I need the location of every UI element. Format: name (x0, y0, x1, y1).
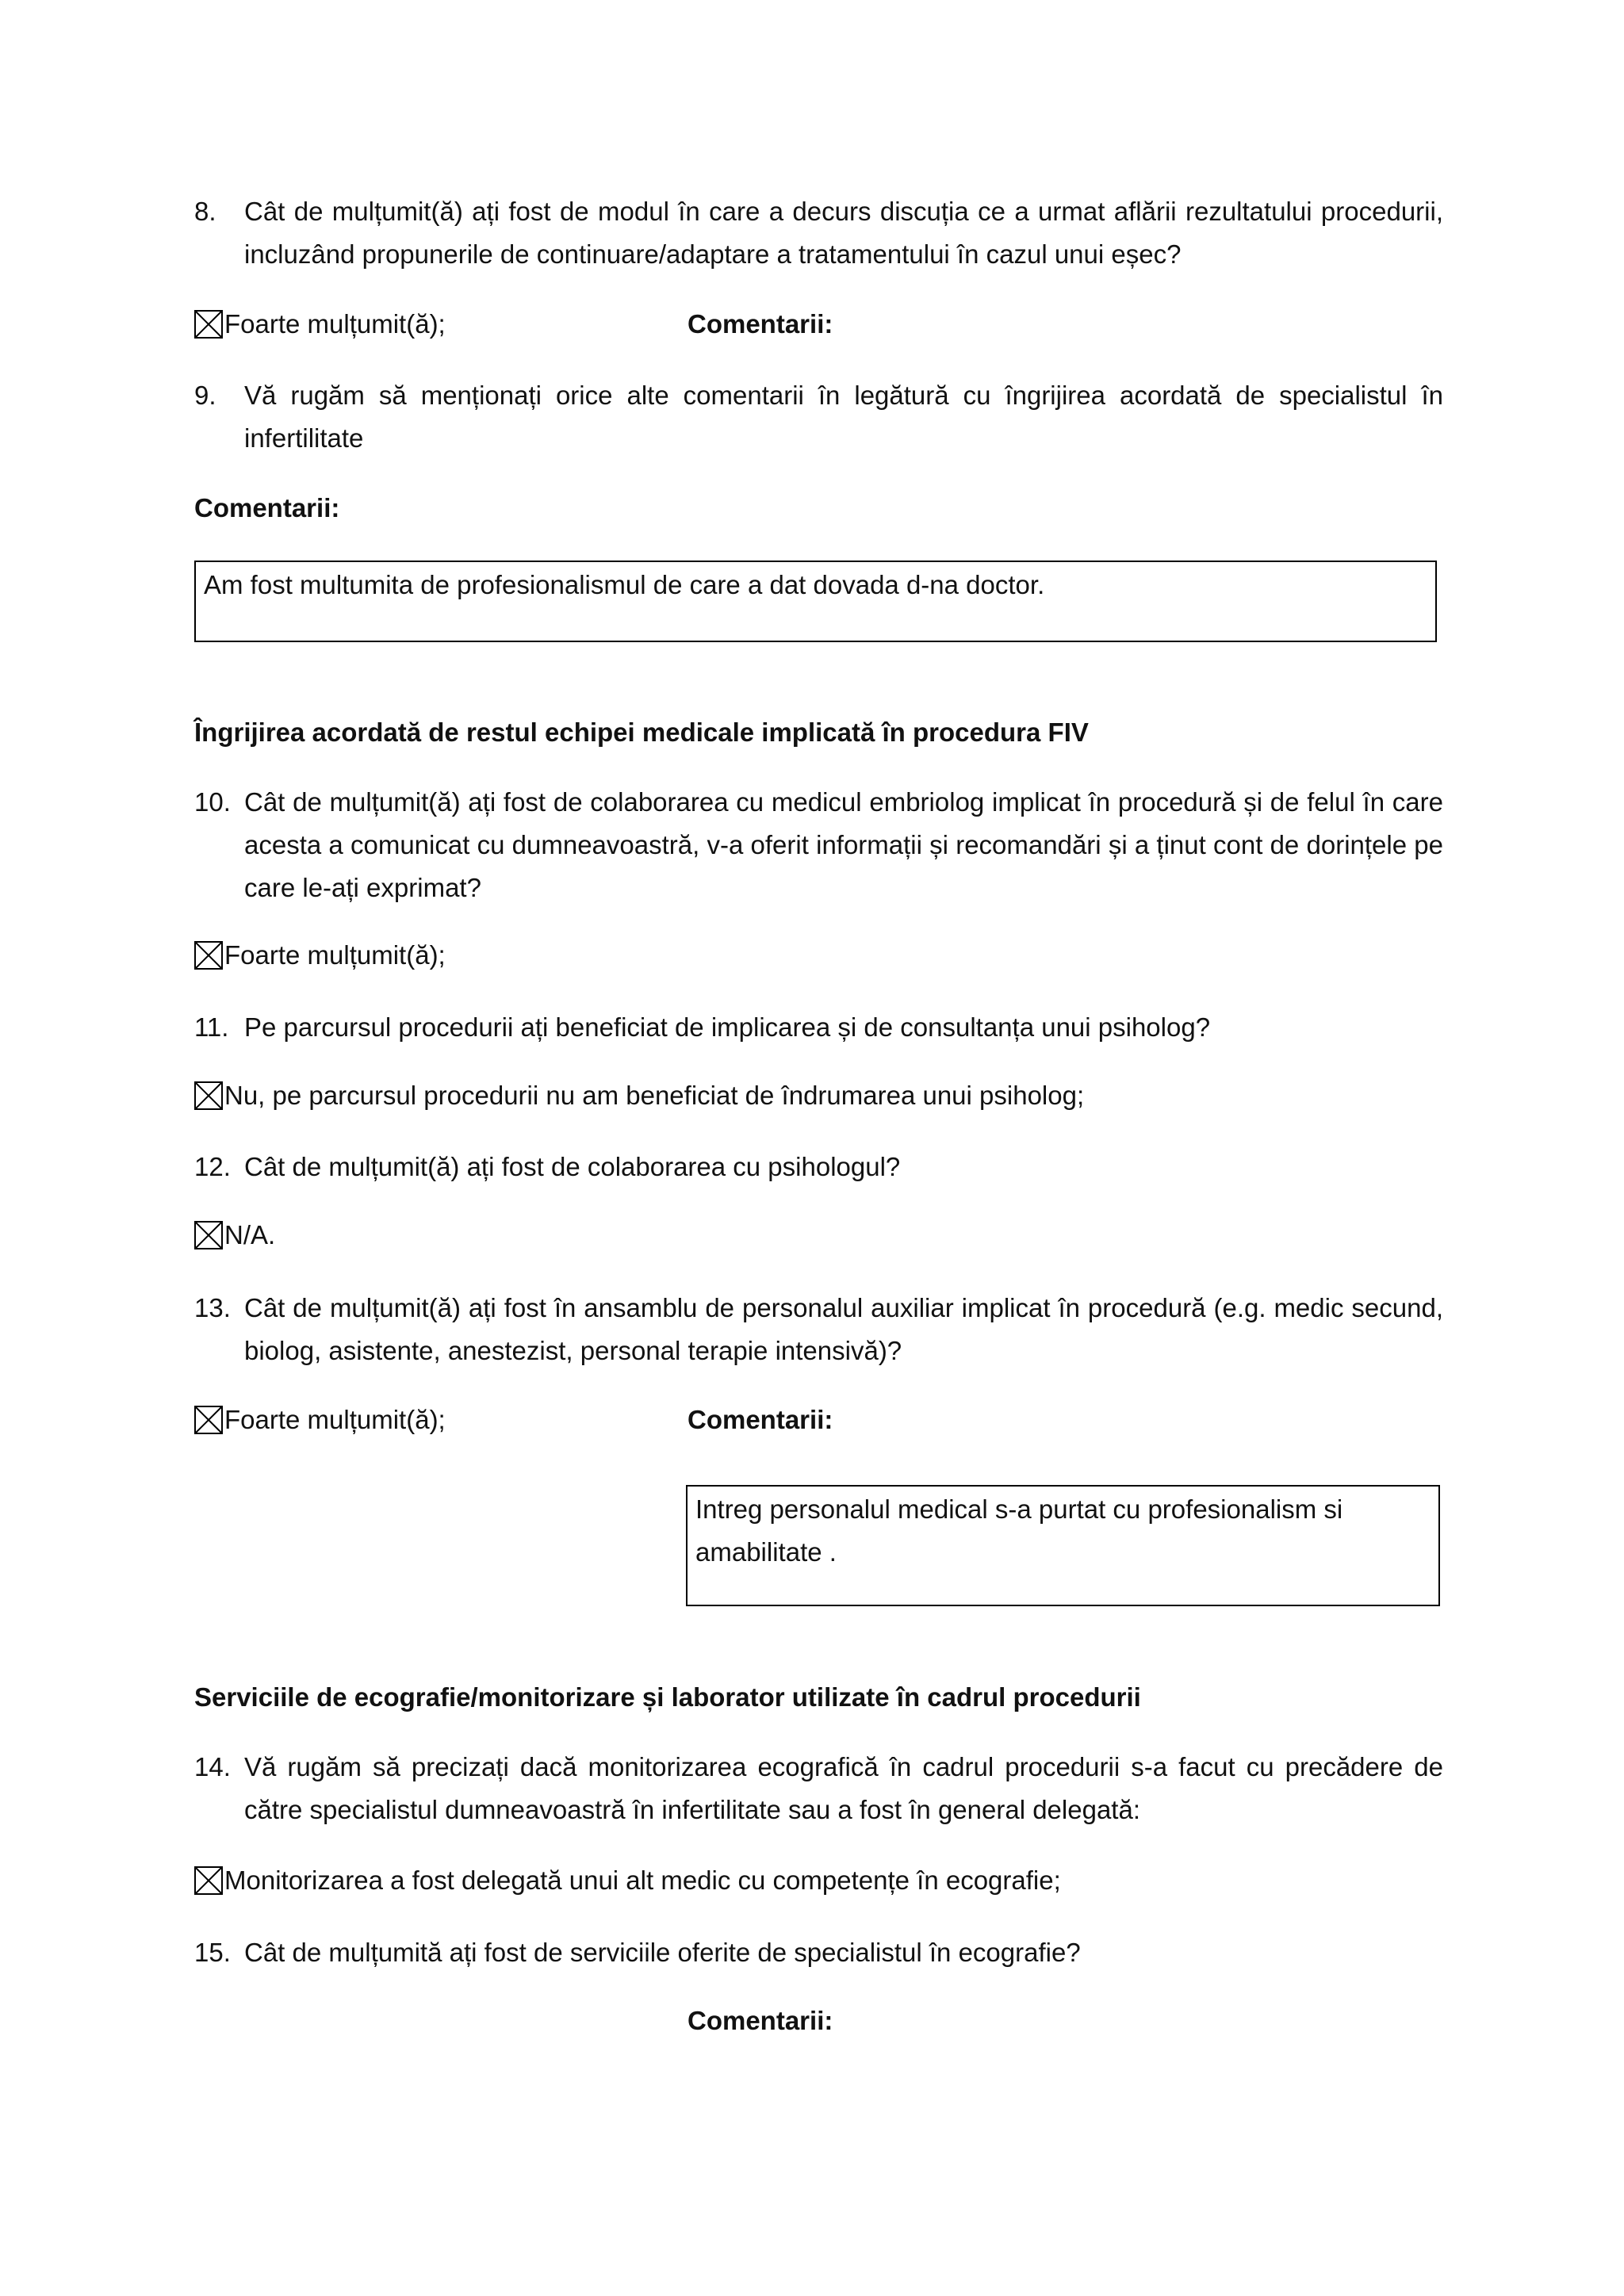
question-number: 14. (194, 1752, 231, 1781)
answer-option[interactable] (194, 1219, 275, 1251)
section-heading: Serviciile de ecografie/monitorizare și laborator utilizate în cadrul procedurii (194, 1682, 1141, 1712)
checked-box-icon[interactable] (194, 1866, 223, 1895)
checked-box-icon[interactable] (194, 941, 223, 970)
question-text: Cât de mulțumit(ă) ați fost de colaborarea cu psihologul? (244, 1152, 901, 1181)
checked-box-icon[interactable] (194, 1406, 223, 1434)
checked-box-icon[interactable] (194, 1221, 223, 1249)
comment-box[interactable] (194, 561, 1437, 642)
question-number: 12. (194, 1152, 231, 1181)
checked-box-icon[interactable] (194, 1081, 223, 1110)
comment-box[interactable] (686, 1485, 1440, 1606)
question-text: Cât de mulțumită ați fost de serviciile oferite de specialistul în ecografie? (244, 1938, 1081, 1967)
question-number: 8. (194, 197, 216, 226)
comment-label: Comentarii: (688, 309, 833, 339)
answer-option[interactable] (194, 1404, 446, 1436)
answer-label: Foarte mulțumit(ă); (224, 1405, 446, 1434)
comment-text: Am fost multumita de profesionalismul de care a dat dovada d-na doctor. (204, 570, 1045, 599)
question-number: 9. (194, 381, 216, 410)
question-text: Cât de mulțumit(ă) ați fost în ansamblu de personalul auxiliar implicat în procedură (e.g. medic secund, biolog, asistente, anestezist, personal terapie intensivă)? (244, 1293, 1443, 1365)
question-text: Vă rugăm să precizați dacă monitorizarea ecografică în cadrul procedurii s-a facut cu precădere de către specialistul dumneavoastră în infertilitate sau a fost în general delegată: (244, 1752, 1443, 1824)
question-text: Vă rugăm să menționați orice alte comentarii în legătură cu îngrijirea acordată de specialistul în infertilitate (244, 381, 1443, 453)
answer-label: N/A. (224, 1220, 276, 1249)
question-number: 10. (194, 787, 231, 817)
answer-option[interactable] (194, 1080, 1084, 1112)
question-text: Cât de mulțumit(ă) ați fost de colaborarea cu medicul embriolog implicat în procedură și de felul în care acesta a comunicat cu dumneavoastră, v-a oferit informații și recomandări și a ținut cont de dorințele pe care le-ați exprimat? (244, 787, 1443, 902)
answer-label: Nu, pe parcursul procedurii nu am beneficiat de îndrumarea unui psiholog; (224, 1081, 1085, 1110)
answer-label: Foarte mulțumit(ă); (224, 940, 446, 970)
comment-label: Comentarii: (194, 493, 340, 522)
question-number: 13. (194, 1293, 231, 1322)
question-text: Cât de mulțumit(ă) ați fost de modul în care a decurs discuția ce a urmat aflării rezultatului procedurii, incluzând propunerile de continuare/adaptare a tratamentului în cazul unui eșec? (244, 197, 1443, 269)
comment-label: Comentarii: (688, 1405, 833, 1434)
question-text: Pe parcursul procedurii ați beneficiat de implicarea și de consultanța unui psiholog? (244, 1012, 1211, 1042)
answer-label: Foarte mulțumit(ă); (224, 309, 446, 339)
answer-label: Monitorizarea a fost delegată unui alt medic cu competențe în ecografie; (224, 1866, 1061, 1895)
answer-option[interactable] (194, 1865, 1061, 1896)
answer-option[interactable] (194, 939, 446, 971)
question-number: 15. (194, 1938, 231, 1967)
checked-box-icon[interactable] (194, 310, 223, 339)
section-heading: Îngrijirea acordată de restul echipei medicale implicată în procedura FIV (194, 718, 1089, 747)
question-number: 11. (194, 1012, 229, 1042)
comment-text: Intreg personalul medical s-a purtat cu profesionalism si amabilitate . (695, 1494, 1343, 1567)
answer-option[interactable] (194, 308, 446, 340)
comment-label: Comentarii: (688, 2006, 833, 2035)
